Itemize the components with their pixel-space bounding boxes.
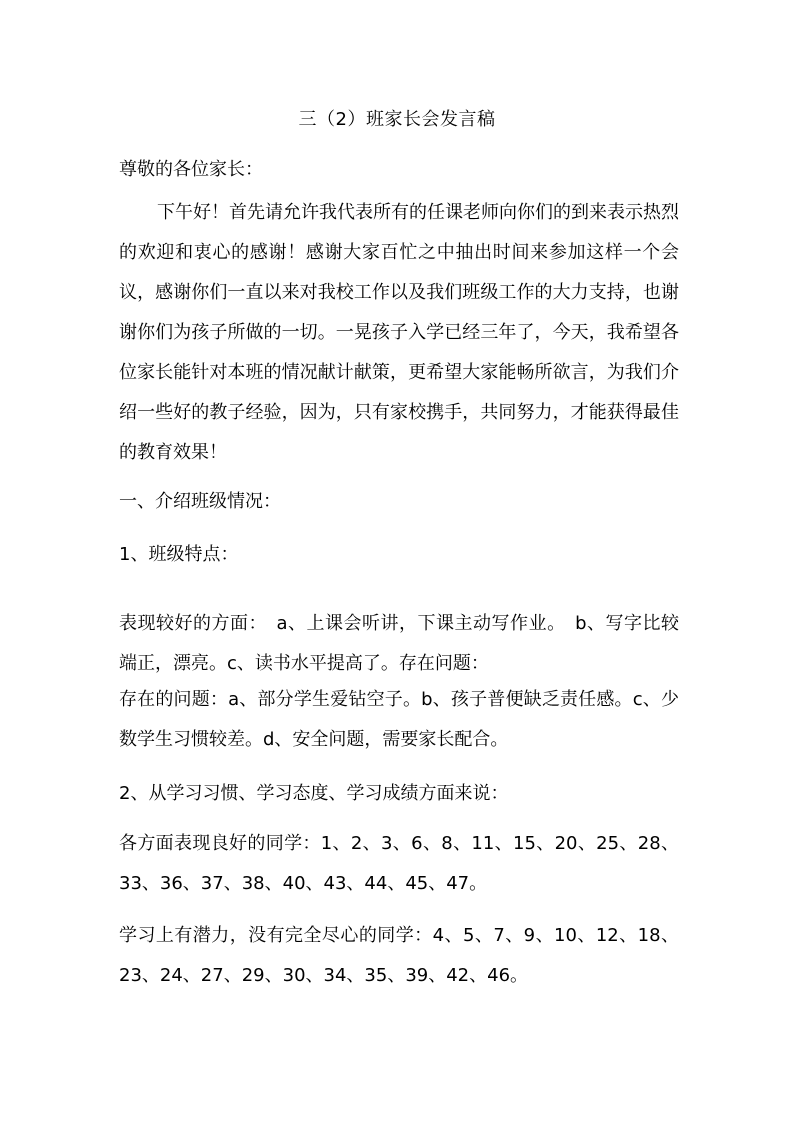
greeting: 尊敬的各位家长： bbox=[119, 159, 263, 180]
subsection-heading-study: 2、从学习习惯、学习态度、学习成绩方面来说： bbox=[119, 783, 509, 804]
problems-paragraph: 存在的问题：a、部分学生爱钻空子。b、孩子普便缺乏责任感。c、少数学生习惯较差。d、安全问题，需要家长配合。 bbox=[119, 689, 679, 750]
potential-students-paragraph: 学习上有潜力，没有完全尽心的同学：4、5、7、9、10、12、18、23、24、27、29、30、34、35、39、42、46。 bbox=[119, 925, 679, 986]
strengths-paragraph: 表现较好的方面： a、上课会听讲，下课主动写作业。 b、写字比较端正，漂亮。c、读书水平提高了。存在问题： bbox=[119, 613, 679, 674]
section-heading-class-intro: 一、介绍班级情况： bbox=[119, 491, 281, 512]
document-title: 三（2）班家长会发言稿 bbox=[298, 109, 496, 130]
good-students-paragraph: 各方面表现良好的同学：1、2、3、6、8、11、15、20、25、28、33、36、37、38、40、43、44、45、47。 bbox=[119, 833, 679, 894]
intro-paragraph: 下午好！首先请允许我代表所有的任课老师向你们的到来表示热烈的欢迎和衷心的感谢！感谢大家百忙之中抽出时间来参加这样一个会议，感谢你们一直以来对我校工作以及我们班级工作的大力支持，也谢谢你们为孩子所做的一切。一晃孩子入学已经三年了，今天，我希望各位家长能针对本班的情况献计献策，更希望大家能畅所欲言，为我们介绍一些好的教子经验，因为，只有家校携手，共同努力，才能获得最佳的教育效果！ bbox=[119, 202, 679, 463]
subsection-heading-class-features: 1、班级特点： bbox=[119, 544, 239, 565]
